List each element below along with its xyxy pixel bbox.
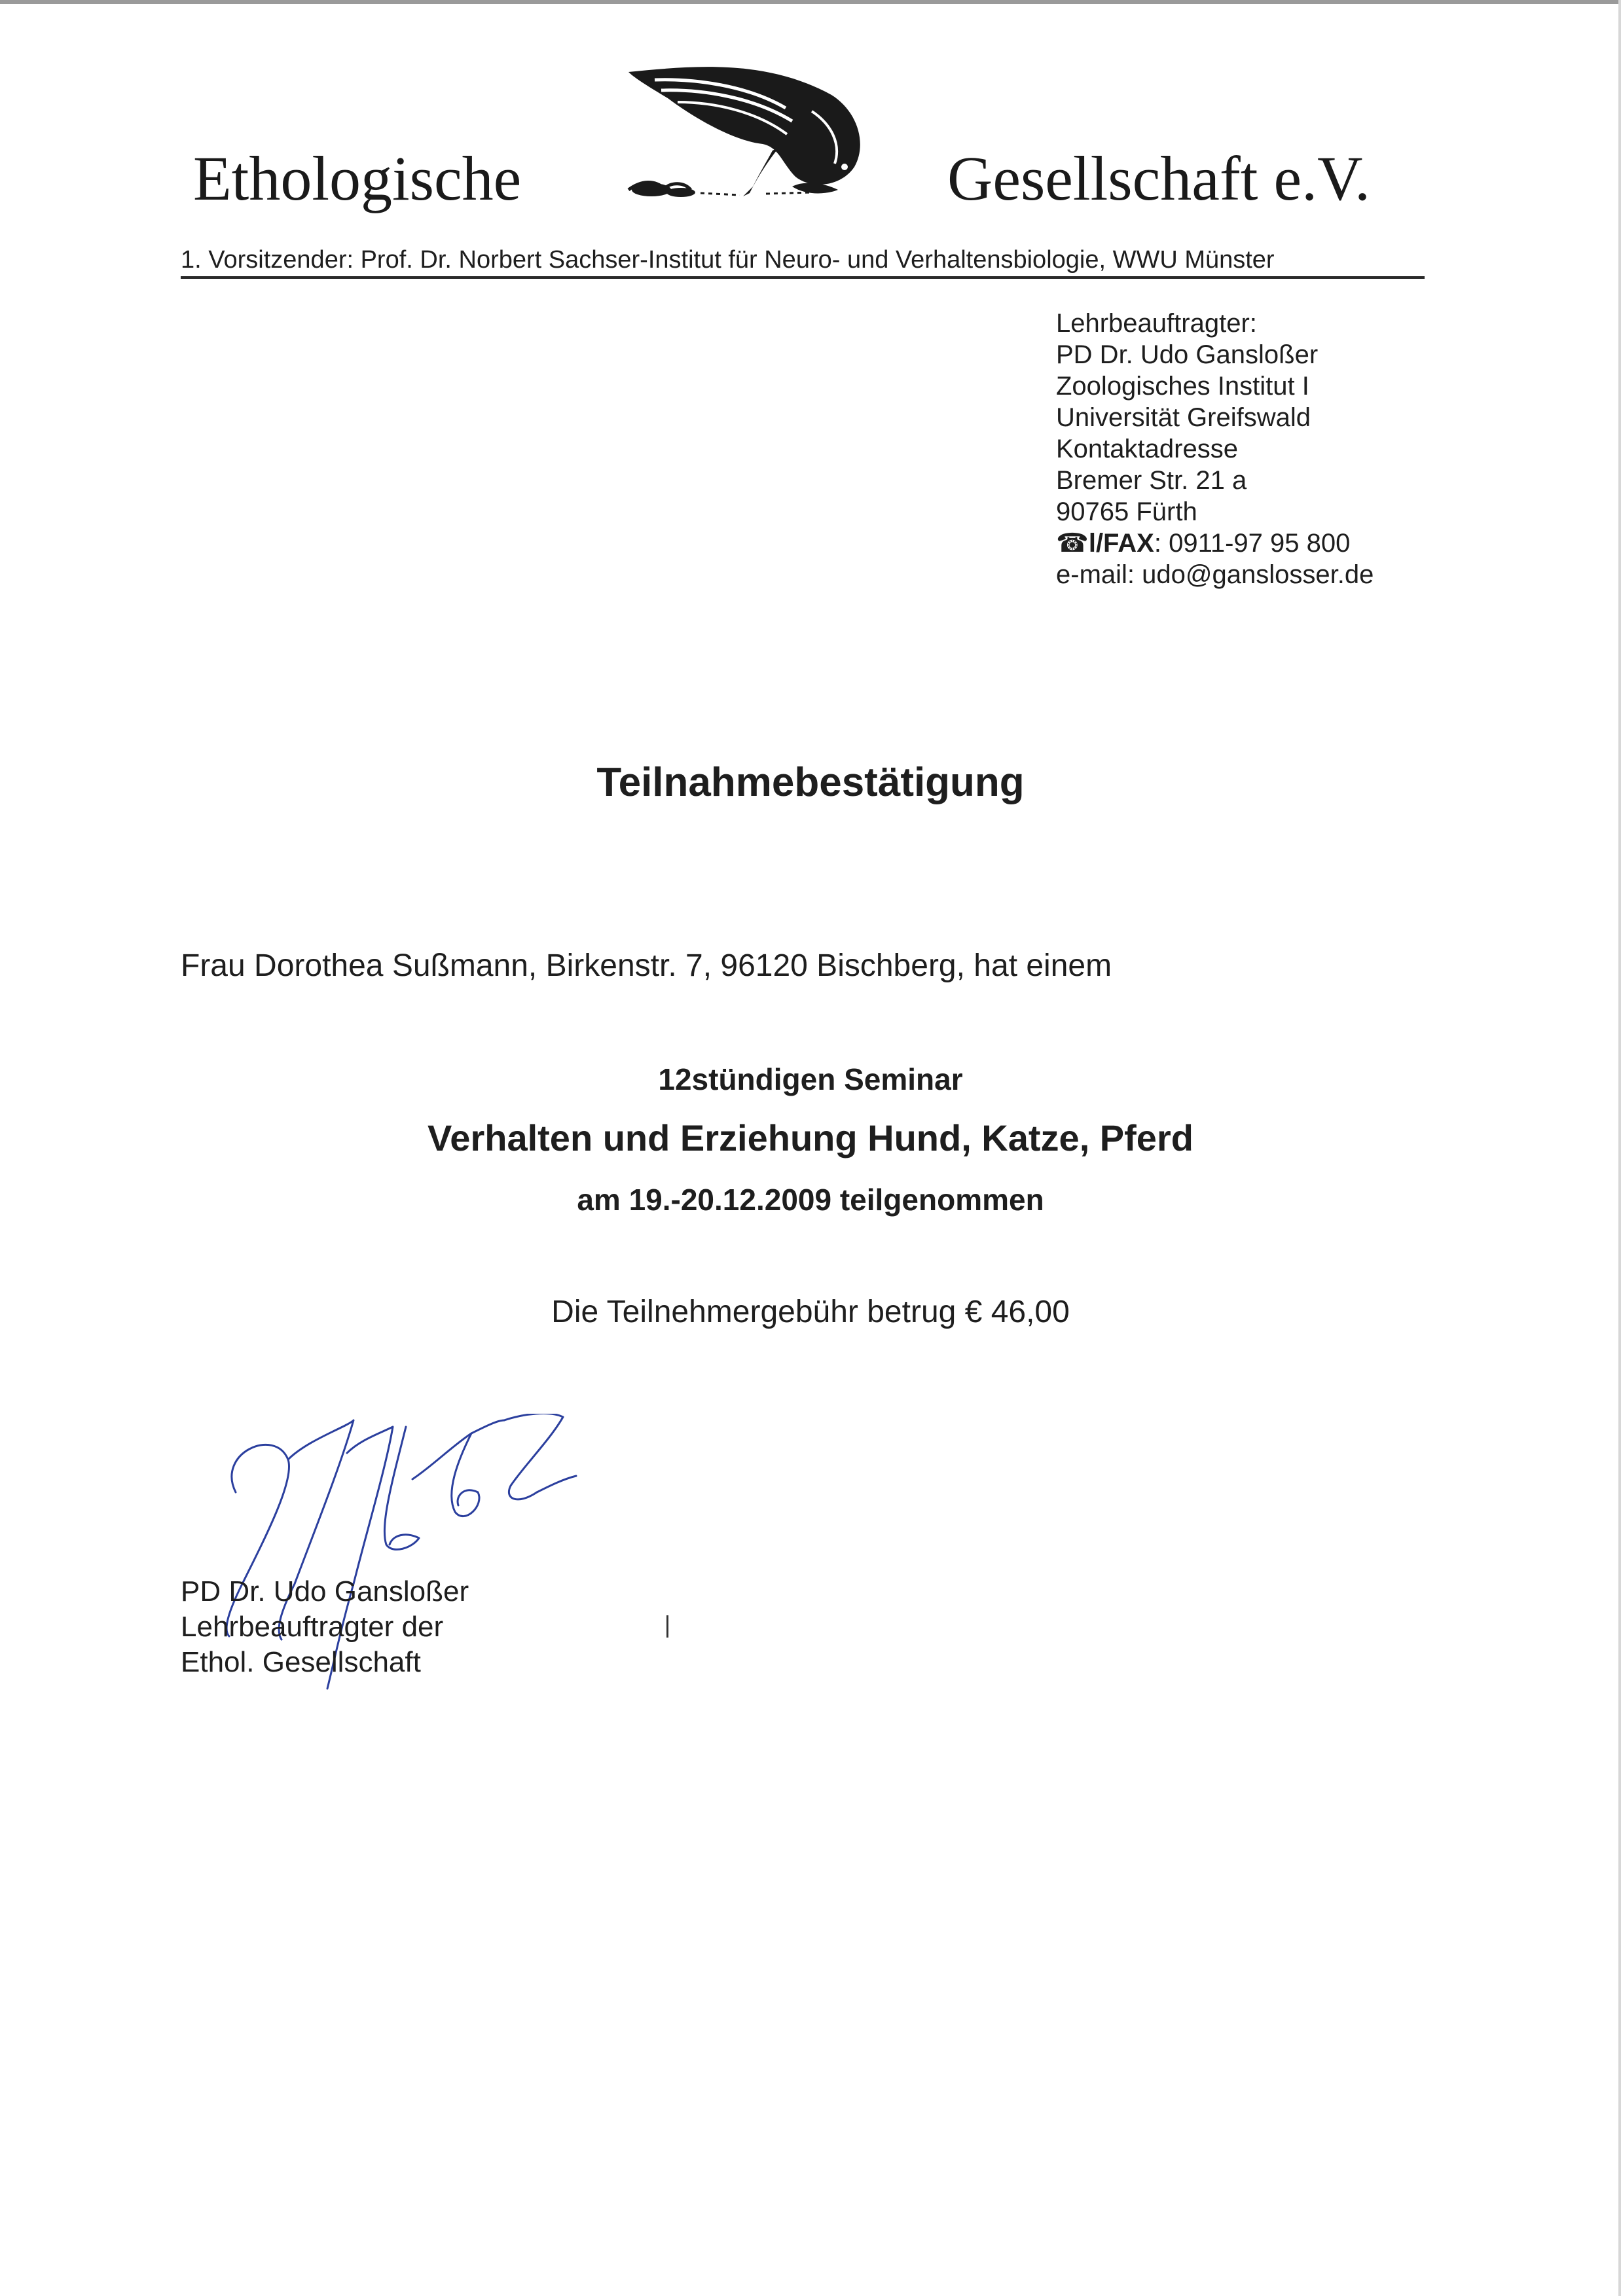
address-university: Universität Greifswald [1056, 403, 1311, 432]
phone-number: : 0911-97 95 800 [1154, 529, 1351, 558]
seminar-hours: 12stündigen Seminar [658, 1062, 963, 1096]
phone-icon: ☎ [1056, 529, 1089, 558]
sender-address [1056, 308, 1374, 590]
org-name-right: Gesellschaft e.V. [947, 143, 1371, 213]
seminar-title: Verhalten und Erziehung Hund, Katze, Pferd [428, 1117, 1193, 1158]
address-street: Bremer Str. 21 a [1056, 466, 1247, 495]
org-name-left: Ethologische [193, 143, 522, 213]
address-contact-label: Kontaktadresse [1056, 435, 1238, 463]
chair-line: 1. Vorsitzender: Prof. Dr. Norbert Sachser-Institut für Neuro- und Verhaltensbiologie, WWU Münster [181, 246, 1275, 274]
scan-edge-top [0, 0, 1621, 4]
signature-block [181, 1574, 469, 1680]
address-email: e-mail: udo@ganslosser.de [1056, 560, 1374, 589]
address-phone [1056, 528, 1374, 559]
address-name: PD Dr. Udo Gansloßer [1056, 340, 1319, 369]
fee-line: Die Teilnehmergebühr betrug € 46,00 [551, 1295, 1070, 1329]
signatory-name: PD Dr. Udo Gansloßer [181, 1575, 469, 1607]
handwritten-signature [196, 1414, 642, 1728]
bird-logo-icon [615, 59, 890, 203]
participant-line: Frau Dorothea Sußmann, Birkenstr. 7, 96120 Bischberg, hat einem [181, 948, 1112, 983]
address-role: Lehrbeauftragter: [1056, 309, 1257, 338]
document-title: Teilnahmebestätigung [596, 760, 1025, 805]
signatory-role-line1: Lehrbeauftragter der [181, 1611, 444, 1643]
seminar-date: am 19.-20.12.2009 teilgenommen [577, 1183, 1044, 1217]
stray-mark [666, 1615, 668, 1638]
letterhead-rule [181, 276, 1425, 279]
address-institute: Zoologisches Institut I [1056, 372, 1309, 401]
address-city: 90765 Fürth [1056, 497, 1197, 526]
phone-label: l/FAX [1088, 529, 1154, 558]
signatory-role-line2: Ethol. Gesellschaft [181, 1646, 421, 1678]
